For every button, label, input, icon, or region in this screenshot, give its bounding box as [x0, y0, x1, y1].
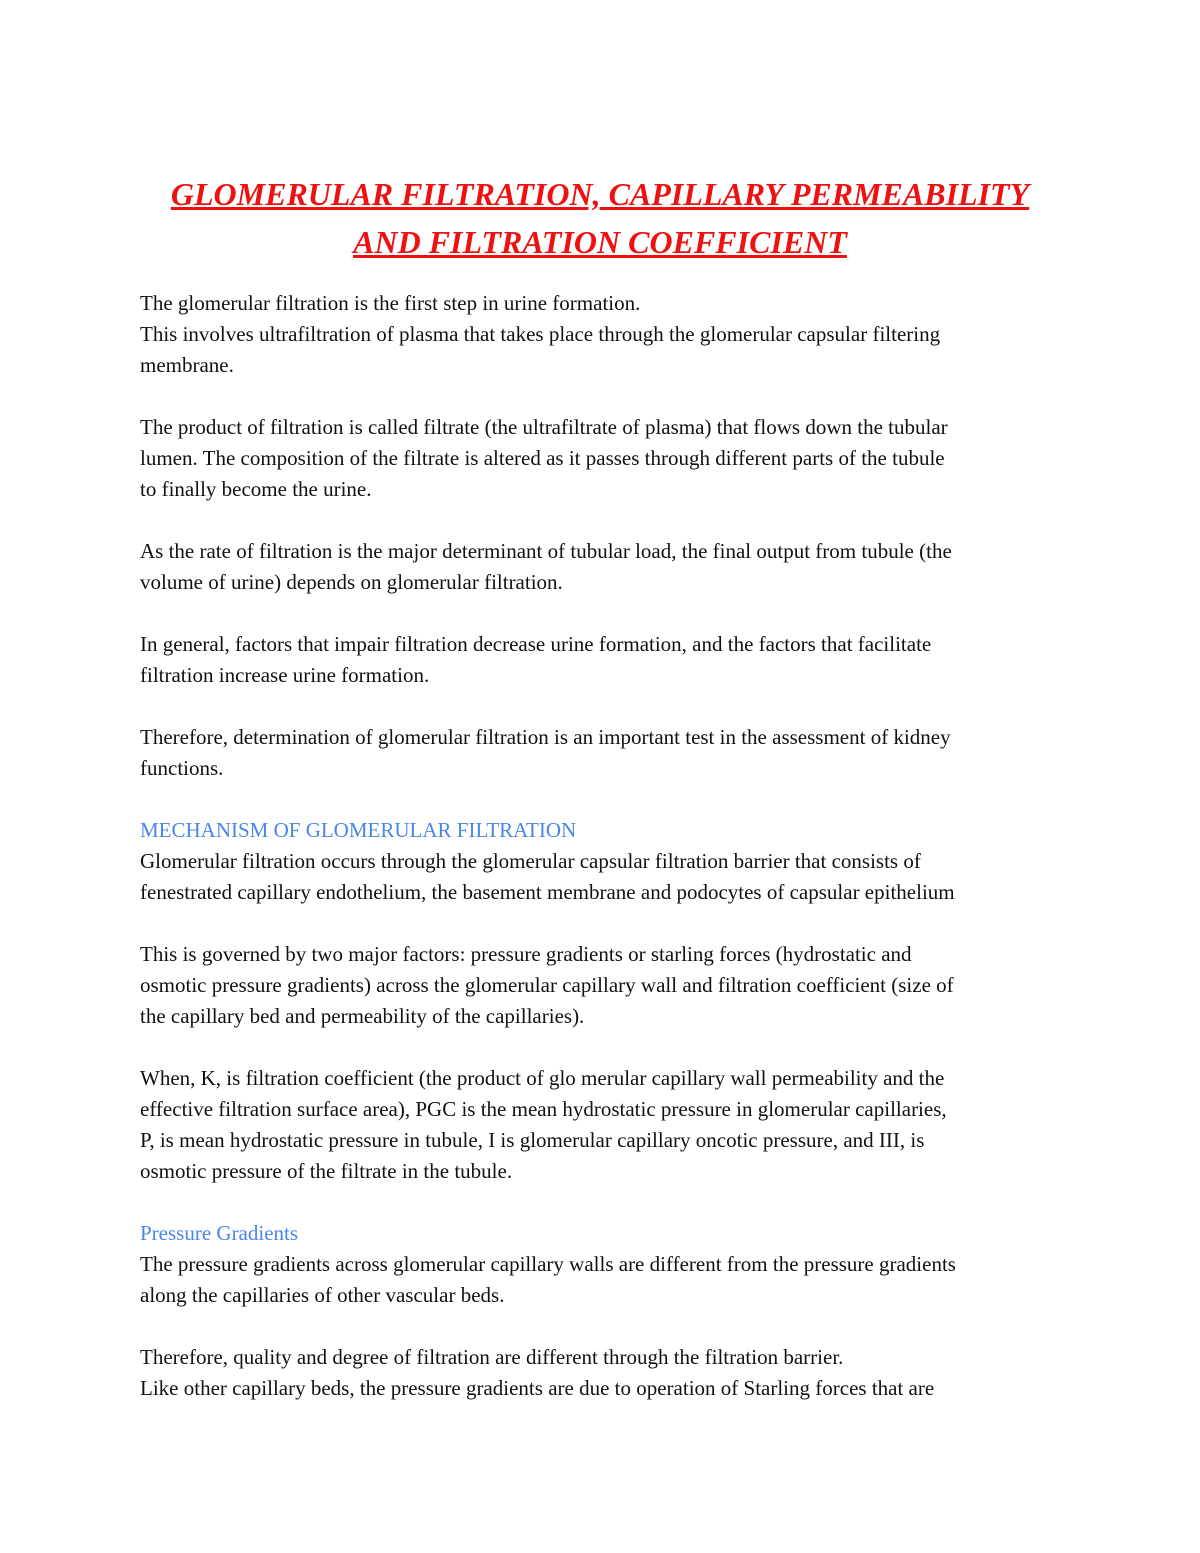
body-line: osmotic pressure of the filtrate in the tubule. [140, 1159, 513, 1183]
body-line: When, K, is filtration coefficient (the product of glo merular capillary wall permeability and the [140, 1066, 945, 1090]
body-line: In general, factors that impair filtration decrease urine formation, and the factors that facilitate [140, 632, 932, 656]
body-line: osmotic pressure gradients) across the glomerular capillary wall and filtration coefficient (size of [140, 973, 954, 997]
body-line: to finally become the urine. [140, 477, 372, 501]
body-line: Like other capillary beds, the pressure gradients are due to operation of Starling forces that are [140, 1376, 935, 1400]
body-line: membrane. [140, 353, 234, 377]
paragraph-gap [140, 505, 1080, 536]
document-body [140, 288, 1080, 1404]
title-line-1: GLOMERULAR FILTRATION, CAPILLARY PERMEABILITY [170, 176, 1030, 212]
body-line: P, is mean hydrostatic pressure in tubule, I is glomerular capillary oncotic pressure, and III, is [140, 1128, 925, 1152]
body-line: This involves ultrafiltration of plasma that takes place through the glomerular capsular filtering [140, 322, 941, 346]
paragraph-gap [140, 1187, 1080, 1218]
body-line: functions. [140, 756, 224, 780]
body-line: lumen. The composition of the filtrate is altered as it passes through different parts of the tubule [140, 446, 945, 470]
body-line: The product of filtration is called filtrate (the ultrafiltrate of plasma) that flows down the tubular [140, 415, 948, 439]
body-line: The pressure gradients across glomerular capillary walls are different from the pressure gradients [140, 1252, 956, 1276]
body-line: filtration increase urine formation. [140, 663, 430, 687]
body-line: along the capillaries of other vascular beds. [140, 1283, 505, 1307]
body-line: This is governed by two major factors: pressure gradients or starling forces (hydrostatic and [140, 942, 912, 966]
body-line: fenestrated capillary endothelium, the basement membrane and podocytes of capsular epithelium [140, 880, 955, 904]
body-line: The glomerular filtration is the first step in urine formation. [140, 291, 641, 315]
title-line-2: AND FILTRATION COEFFICIENT [353, 224, 847, 260]
body-line: Therefore, determination of glomerular filtration is an important test in the assessment of kidney [140, 725, 951, 749]
paragraph-gap [140, 598, 1080, 629]
paragraph-gap [140, 908, 1080, 939]
paragraph-gap [140, 1311, 1080, 1342]
section-heading-pressure-gradients: Pressure Gradients [140, 1221, 299, 1245]
body-line: the capillary bed and permeability of the capillaries). [140, 1004, 585, 1028]
paragraph-gap [140, 784, 1080, 815]
paragraph-gap [140, 1032, 1080, 1063]
paragraph-gap [140, 691, 1080, 722]
paragraph-gap [140, 381, 1080, 412]
body-line: volume of urine) depends on glomerular filtration. [140, 570, 563, 594]
document-title [100, 170, 1100, 266]
body-line: Glomerular filtration occurs through the glomerular capsular filtration barrier that consists of [140, 849, 921, 873]
body-line: As the rate of filtration is the major determinant of tubular load, the final output from tubule (the [140, 539, 952, 563]
body-line: Therefore, quality and degree of filtration are different through the filtration barrier. [140, 1345, 844, 1369]
body-line: effective filtration surface area), PGC is the mean hydrostatic pressure in glomerular capillaries, [140, 1097, 947, 1121]
section-heading-mechanism: MECHANISM OF GLOMERULAR FILTRATION [140, 818, 577, 842]
